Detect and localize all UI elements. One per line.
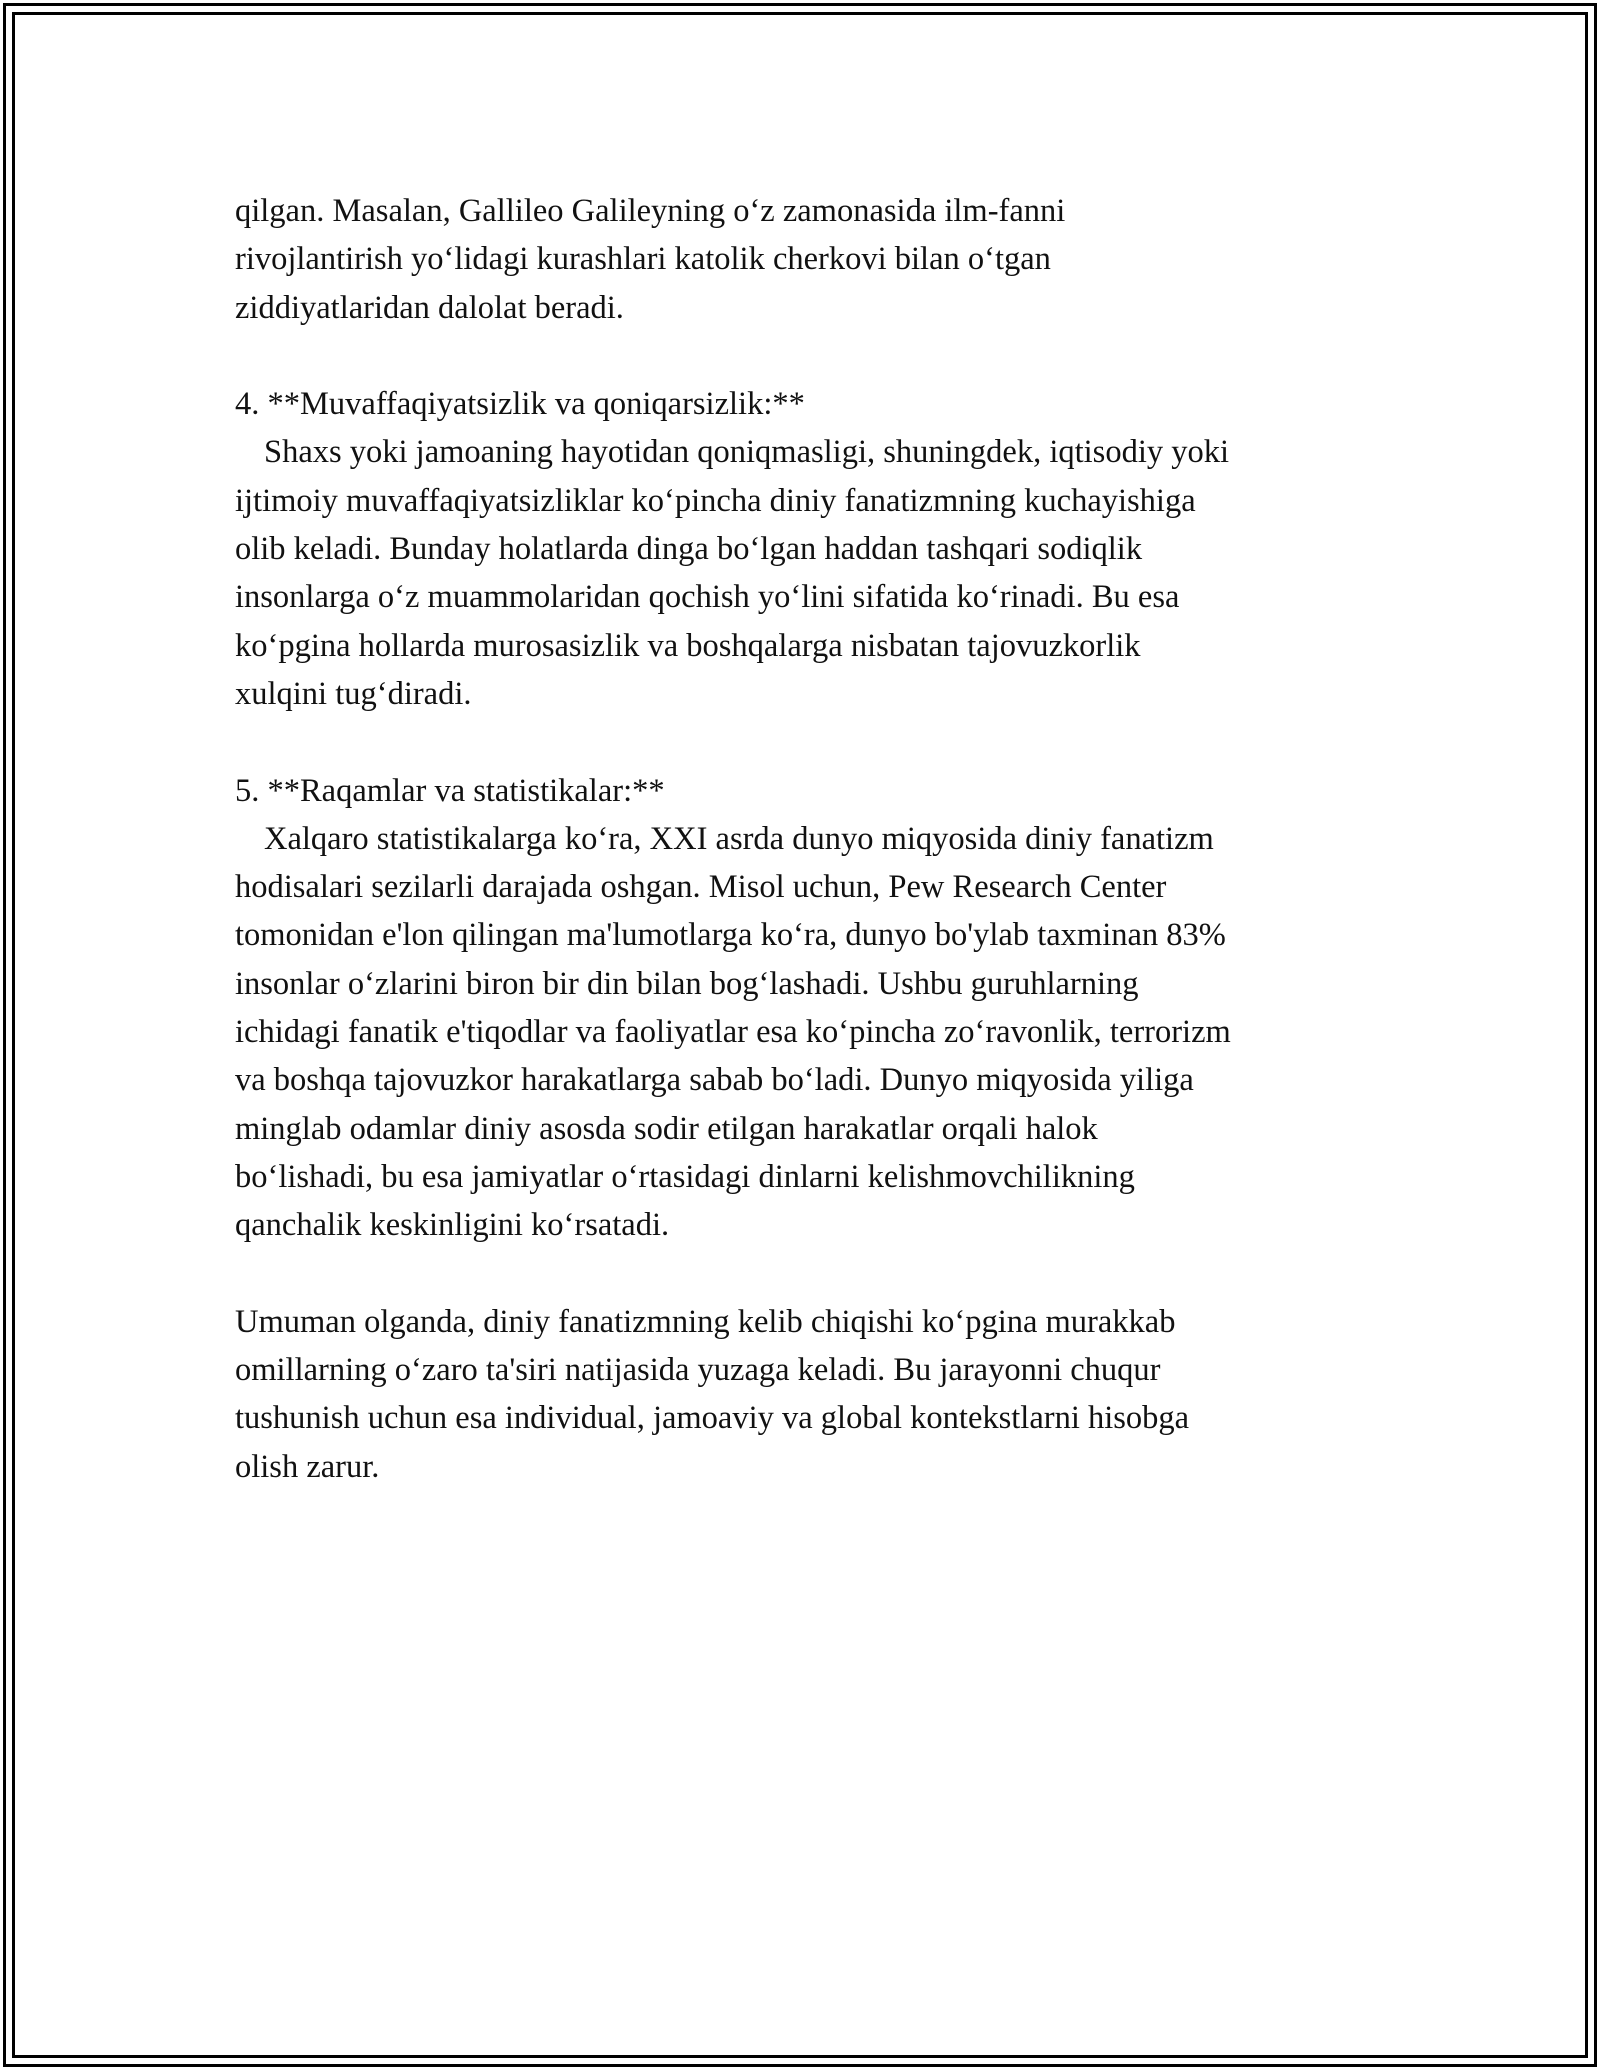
paragraph-gap	[235, 718, 1375, 766]
text-line: ziddiyatlaridan dalolat beradi.	[235, 289, 624, 326]
text-line: insonlar o‘zlarini biron bir din bilan bog‘lashadi. Ushbu guruhlarning	[235, 965, 1139, 1002]
intro-paragraph	[235, 187, 1375, 332]
section-4	[235, 380, 1375, 718]
text-line: Shaxs yoki jamoaning hayotidan qoniqmasligi, shuningdek, iqtisodiy yoki	[264, 434, 1230, 471]
text-line: va boshqa tajovuzkor harakatlarga sabab bo‘ladi. Dunyo miqyosida yiliga	[235, 1062, 1194, 1099]
text-line: rivojlantirish yo‘lidagi kurashlari katolik cherkovi bilan o‘tgan	[235, 241, 1051, 278]
text-line: minglab odamlar diniy asosda sodir etilgan harakatlar orqali halok	[235, 1110, 1098, 1147]
text-line: olib keladi. Bunday holatlarda dinga bo‘lgan haddan tashqari sodiqlik	[235, 531, 1143, 568]
text-line: bo‘lishadi, bu esa jamiyatlar o‘rtasidagi dinlarni kelishmovchilikning	[235, 1158, 1135, 1195]
text-line: omillarning o‘zaro ta'siri natijasida yuzaga keladi. Bu jarayonni chuqur	[235, 1352, 1161, 1389]
text-line: tomonidan e'lon qilingan ma'lumotlarga ko‘ra, dunyo bo'ylab taxminan 83%	[235, 917, 1226, 954]
text-line: qanchalik keskinligini ko‘rsatadi.	[235, 1207, 670, 1244]
text-line: ko‘pgina hollarda murosasizlik va boshqalarga nisbatan tajovuzkorlik	[235, 627, 1141, 664]
conclusion-paragraph	[235, 1298, 1375, 1491]
paragraph-gap	[235, 1250, 1375, 1298]
text-line: tushunish uchun esa individual, jamoaviy va global kontekstlarni hisobga	[235, 1400, 1190, 1437]
text-line: Xalqaro statistikalarga ko‘ra, XXI asrda dunyo miqyosida diniy fanatizm	[264, 820, 1214, 857]
document-body	[235, 187, 1375, 1491]
text-line: ichidagi fanatik e'tiqodlar va faoliyatlar esa ko‘pincha zo‘ravonlik, terrorizm	[235, 1014, 1231, 1051]
paragraph-gap	[235, 332, 1375, 380]
text-line: Umuman olganda, diniy fanatizmning kelib chiqishi ko‘pgina murakkab	[235, 1303, 1176, 1340]
text-line: qilgan. Masalan, Gallileo Galileyning o‘z zamonasida ilm-fanni	[235, 193, 1066, 229]
text-line: xulqini tug‘diradi.	[235, 675, 472, 712]
text-line: hodisalari sezilarli darajada oshgan. Misol uchun, Pew Research Center	[235, 869, 1167, 906]
text-line: olish zarur.	[235, 1448, 380, 1485]
section-heading: 4. **Muvaffaqiyatsizlik va qoniqarsizlik:**	[235, 386, 805, 423]
section-heading: 5. **Raqamlar va statistikalar:**	[235, 772, 665, 809]
section-5	[235, 767, 1375, 1250]
text-line: ijtimoiy muvaffaqiyatsizliklar ko‘pincha diniy fanatizmning kuchayishiga	[235, 482, 1196, 519]
text-line: insonlarga o‘z muammolaridan qochish yo‘lini sifatida ko‘rinadi. Bu esa	[235, 579, 1180, 616]
